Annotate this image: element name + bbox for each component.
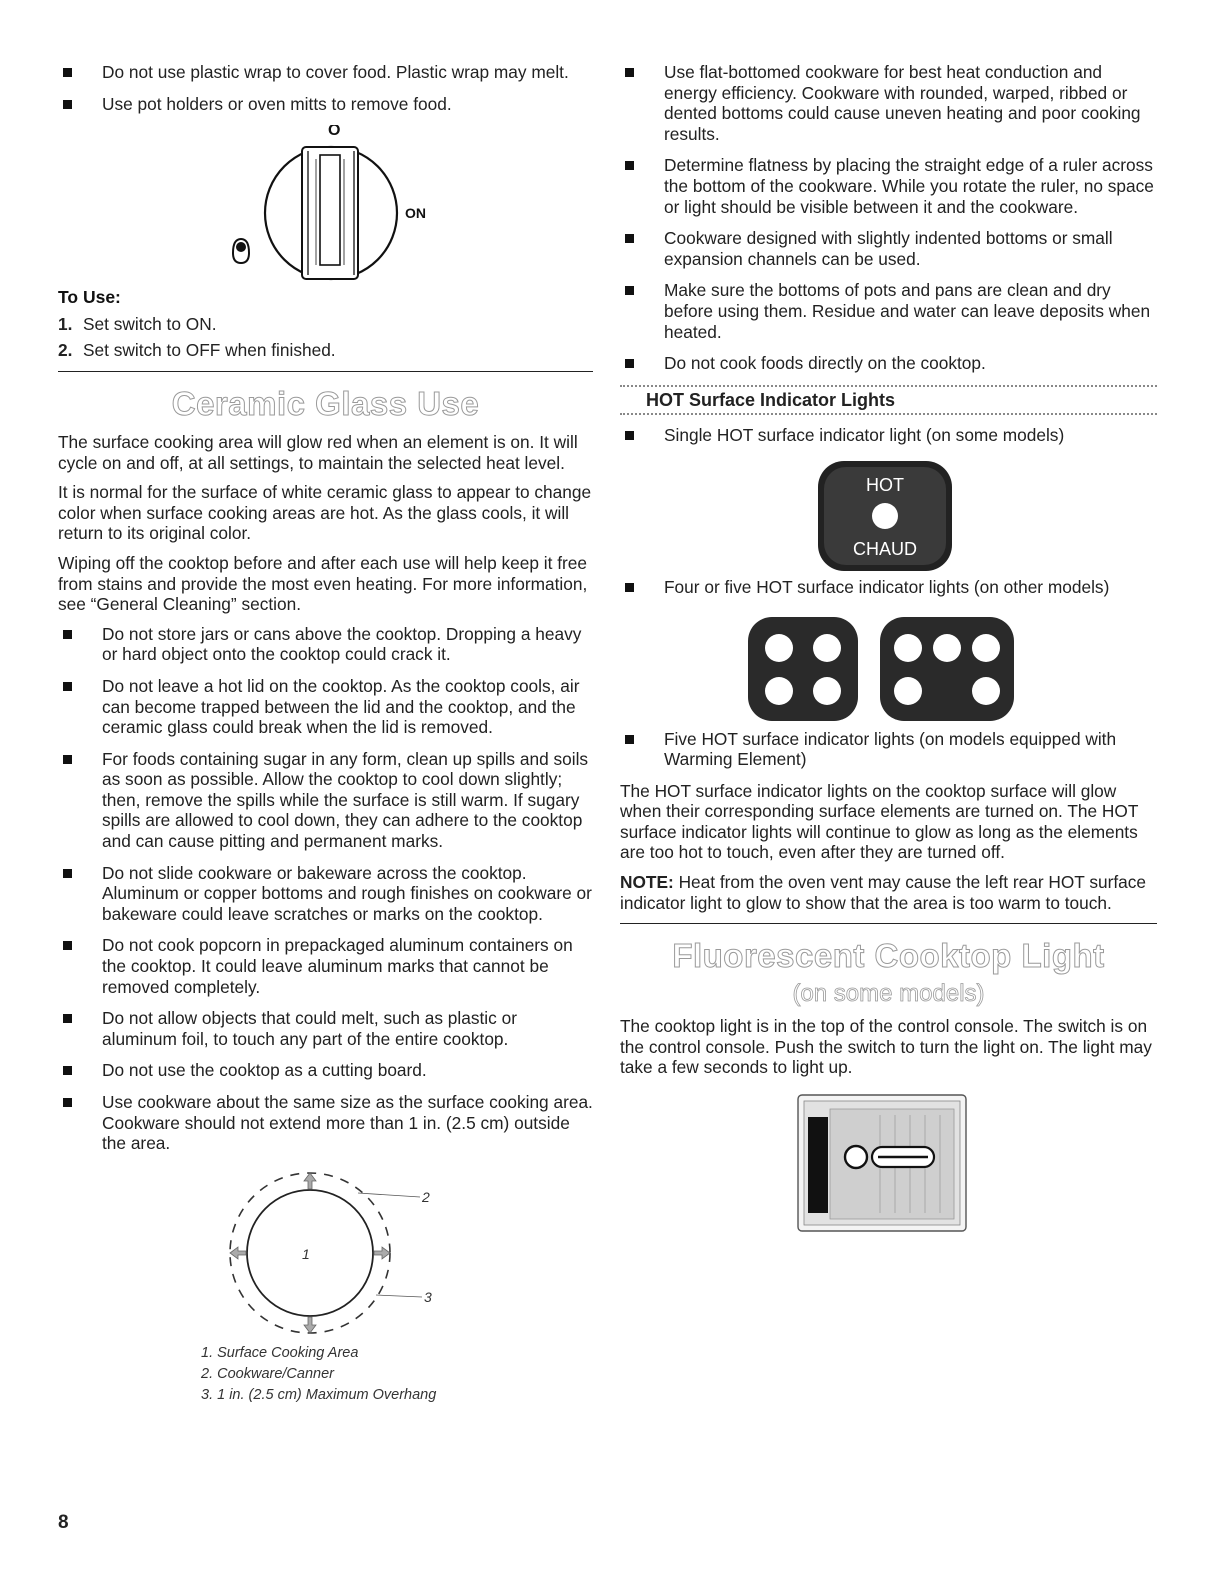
ceramic-bullet-list [58, 624, 593, 1154]
overhang-arrow-icon [230, 1173, 390, 1333]
callout-2: 2 [422, 1188, 430, 1205]
ceramic-paragraph: The surface cooking area will glow red when an element is on. It will cycle on and off, at all settings, to maintain the selected heat level. [58, 431, 578, 473]
list-item: Do not allow objects that could melt, such as plastic or aluminum foil, to touch any part of the entire cooktop. [58, 1008, 593, 1049]
step-item: 1. Set switch to ON. [58, 313, 217, 334]
callout-1: 1 [302, 1245, 310, 1262]
list-item: Do not use plastic wrap to cover food. Plastic wrap may melt. [58, 62, 593, 83]
light-switch-illustration [58, 125, 593, 287]
fluorescent-light-subtitle: (on some models) [792, 980, 985, 1008]
to-use-steps [58, 314, 593, 361]
note-text: Heat from the oven vent may cause the left rear HOT surface indicator light to glow to show that the area is too warm to touch. [620, 872, 1147, 913]
callout-3: 3 [424, 1288, 432, 1305]
switch-on-label: ON [405, 205, 426, 222]
list-item: Use flat-bottomed cookware for best heat conduction and energy efficiency. Cookware with rounded, warped, ribbed or dented bottoms could cause uneven heating and poor cooking results. [620, 62, 1157, 144]
list-item: Do not leave a hot lid on the cooktop. As the cooktop cools, air can become trapped between the lid and the cooktop, and the ceramic glass could break when the lid is removed. [58, 676, 593, 738]
hot-bullet-list [620, 577, 1157, 598]
overhang-figure [58, 1165, 593, 1343]
list-item: Do not slide cookware or bakeware across the cooktop. Aluminum or copper bottoms and rough finishes on cookware or bakeware could leave scratches or marks on the cooktop. [58, 863, 593, 925]
list-item: Five HOT surface indicator lights (on models equipped with Warming Element) [620, 729, 1157, 770]
switch-off-label: O [328, 125, 341, 140]
ceramic-paragraph: It is normal for the surface of white ceramic glass to appear to change color when surface cooking areas are hot. As the glass cools, it will return to its original color. [58, 482, 592, 544]
hot-note [620, 872, 1157, 913]
section-divider [58, 371, 593, 372]
figure-caption: 1. Surface Cooking Area 2. Cookware/Canner 3. 1 in. (2.5 cm) Maximum Overhang [201, 1344, 437, 1403]
list-item: Use cookware about the same size as the surface cooking area. Cookware should not extend more than 1 in. (2.5 cm) outside the area. [58, 1092, 593, 1154]
page-number: 8 [58, 1512, 69, 1533]
list-item: Do not use the cooktop as a cutting board. [58, 1060, 593, 1081]
fluorescent-switch-figure [620, 1087, 1157, 1237]
intro-bullet-list [58, 62, 593, 114]
list-item: Determine flatness by placing the straight edge of a ruler across the bottom of the cookware. While you rotate the ruler, no space or light should be visible between it and the cookware. [620, 155, 1157, 217]
list-item: Single HOT surface indicator light (on some models) [620, 425, 1157, 446]
indicator-top-label: HOT [866, 474, 904, 495]
cookware-overhang-diagram [58, 1165, 593, 1343]
light-bulb-icon [233, 239, 249, 263]
list-item: For foods containing sugar in any form, clean up spills and soils as soon as possible. Allow the cooktop to cool down slightly; then, remove the spills while the surface is still warm. If sugary spills are allowed to cool down, they can adhere to the cooktop and can cause pitting and permanent marks. [58, 749, 593, 852]
section-divider [620, 923, 1157, 924]
ceramic-glass-title: Ceramic Glass Use [171, 384, 480, 422]
indicator-dot-icon [872, 503, 898, 529]
list-item: Use pot holders or oven mitts to remove food. [58, 94, 593, 115]
multi-indicator-figure [620, 609, 1157, 729]
cooktop-light-switch-illustration [620, 1087, 1157, 1237]
hot-lights-heading: HOT Surface Indicator Lights [620, 385, 1157, 416]
hot-bullet-list [620, 729, 1157, 770]
ceramic-paragraph: Wiping off the cooktop before and after each use will help keep it free from stains and provide the most even heating. For more information, see “General Cleaning” section. [58, 552, 588, 615]
list-item: Do not cook popcorn in prepackaged aluminum containers on the cooktop. It could leave aluminum marks that cannot be removed completely. [58, 935, 593, 997]
step-item: 2. Set switch to OFF when finished. [58, 340, 336, 361]
switch-off-icon [845, 1146, 867, 1168]
hot-bullet-list [620, 425, 1157, 446]
multi-hot-indicators [620, 609, 1157, 729]
list-item: Cookware designed with slightly indented bottoms or small expansion channels can be used. [620, 228, 1157, 269]
to-use-heading: To Use: [58, 287, 121, 308]
note-label: NOTE: [620, 872, 674, 893]
list-item: Make sure the bottoms of pots and pans are clean and dry before using them. Residue and water can leave deposits when heated. [620, 280, 1157, 342]
hot-paragraph: The HOT surface indicator lights on the cooktop surface will glow when their corresponding surface elements are turned on. The HOT surface indicator lights will continue to glow as long as the elements are too hot to touch, even after they are turned off. [620, 780, 1139, 863]
indicator-bottom-label: CHAUD [852, 538, 918, 559]
single-indicator-figure [620, 457, 1157, 577]
list-item: Do not cook foods directly on the cooktop. [620, 353, 1157, 374]
cookware-bullet-list [620, 62, 1157, 374]
right-column [620, 62, 1157, 1237]
list-item: Four or five HOT surface indicator lights (on other models) [620, 577, 1157, 598]
fluorescent-paragraph: The cooktop light is in the top of the control console. The switch is on the control console. Push the switch to turn the light on. The light may take a few seconds to light up. [620, 1016, 1152, 1078]
single-hot-indicator [620, 457, 1157, 577]
left-column [58, 62, 593, 1406]
light-switch-figure [58, 125, 593, 287]
list-item: Do not store jars or cans above the cooktop. Dropping a heavy or hard object onto the cooktop could crack it. [58, 624, 593, 665]
fluorescent-light-title: Fluorescent Cooktop Light [672, 937, 1105, 975]
